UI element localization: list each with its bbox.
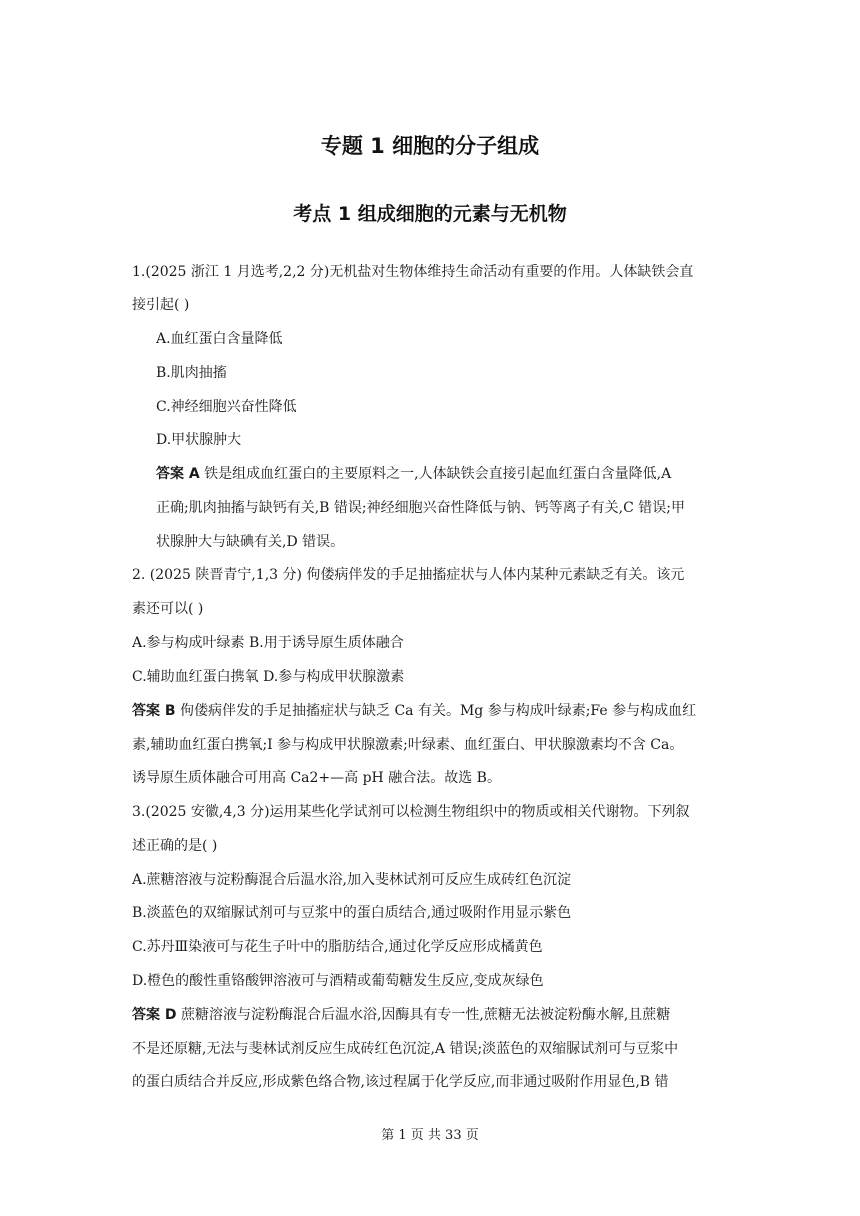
- question-2-stem-line-1: 2. (2025 陕晋青宁,1,3 分) 佝偻病伴发的手足抽搐症状与人体内某种元素缺乏有关。该元: [132, 567, 685, 583]
- answer-explanation: 佝偻病伴发的手足抽搐症状与缺乏 Ca 有关。Mg 参与构成叶绿素;Fe 参与构成血红: [175, 703, 697, 719]
- section-title: 考点 1 组成细胞的元素与无机物: [293, 203, 567, 225]
- question-1-answer-line-1: [156, 464, 756, 484]
- question-2-answer-line-1: [132, 701, 732, 721]
- answer-label: 答案 A: [156, 466, 200, 482]
- question-2-answer-line-3: 诱导原生质体融合可用高 Ca2+—高 pH 融合法。故选 B。: [132, 770, 501, 786]
- question-1-option-c: C.神经细胞兴奋性降低: [156, 399, 297, 415]
- question-3-answer-line-3: 的蛋白质结合并反应,形成紫色络合物,该过程属于化学反应,而非通过吸附作用显色,B 错: [132, 1074, 669, 1090]
- question-3-stem-line-2: 述正确的是( ): [132, 838, 218, 854]
- question-1-answer-line-2: 正确;肌肉抽搐与缺钙有关,B 错误;神经细胞兴奋性降低与钠、钙等离子有关,C 错误;甲: [156, 500, 685, 516]
- question-1-option-a: A.血红蛋白含量降低: [156, 331, 283, 347]
- answer-label: 答案 B: [132, 703, 176, 719]
- question-3-option-c: C.苏丹Ⅲ染液可与花生子叶中的脂肪结合,通过化学反应形成橘黄色: [132, 939, 543, 955]
- question-3-answer-line-1: [132, 1005, 732, 1025]
- question-1-option-b: B.肌肉抽搐: [156, 365, 227, 381]
- answer-explanation: 蔗糖溶液与淀粉酶混合后温水浴,因酶具有专一性,蔗糖无法被淀粉酶水解,且蔗糖: [176, 1007, 671, 1023]
- question-3-option-d: D.橙色的酸性重铬酸钾溶液可与酒精或葡萄糖发生反应,变成灰绿色: [132, 973, 544, 989]
- question-1-option-d: D.甲状腺肿大: [156, 432, 242, 448]
- question-2-options-cd: C.辅助血红蛋白携氧 D.参与构成甲状腺激素: [132, 669, 405, 685]
- question-1-answer-line-3: 状腺肿大与缺碘有关,D 错误。: [156, 534, 345, 550]
- question-3-stem-line-1: 3.(2025 安徽,4,3 分)运用某些化学试剂可以检测生物组织中的物质或相关代谢物。下列叙: [132, 804, 690, 820]
- chapter-title: 专题 1 细胞的分子组成: [320, 134, 540, 158]
- answer-explanation: 铁是组成血红蛋白的主要原料之一,人体缺铁会直接引起血红蛋白含量降低,A: [199, 466, 672, 482]
- question-1-stem-line-1: 1.(2025 浙江 1 月选考,2,2 分)无机盐对生物体维持生命活动有重要的作用。人体缺铁会直: [132, 264, 694, 280]
- question-3-option-a: A.蔗糖溶液与淀粉酶混合后温水浴,加入斐林试剂可反应生成砖红色沉淀: [132, 872, 572, 888]
- question-1-stem-line-2: 接引起( ): [132, 297, 190, 313]
- page-footer: 第 1 页 共 33 页: [381, 1128, 479, 1143]
- question-2-options-ab: A.参与构成叶绿素 B.用于诱导原生质体融合: [132, 635, 404, 651]
- answer-label: 答案 D: [132, 1007, 177, 1023]
- question-3-option-b: B.淡蓝色的双缩脲试剂可与豆浆中的蛋白质结合,通过吸附作用显示紫色: [132, 905, 572, 921]
- question-3-answer-line-2: 不是还原糖,无法与斐林试剂反应生成砖红色沉淀,A 错误;淡蓝色的双缩脲试剂可与豆浆中: [132, 1041, 679, 1057]
- question-2-answer-line-2: 素,辅助血红蛋白携氧;I 参与构成甲状腺激素;叶绿素、血红蛋白、甲状腺激素均不含 Ca。: [132, 737, 684, 753]
- question-2-stem-line-2: 素还可以( ): [132, 601, 204, 617]
